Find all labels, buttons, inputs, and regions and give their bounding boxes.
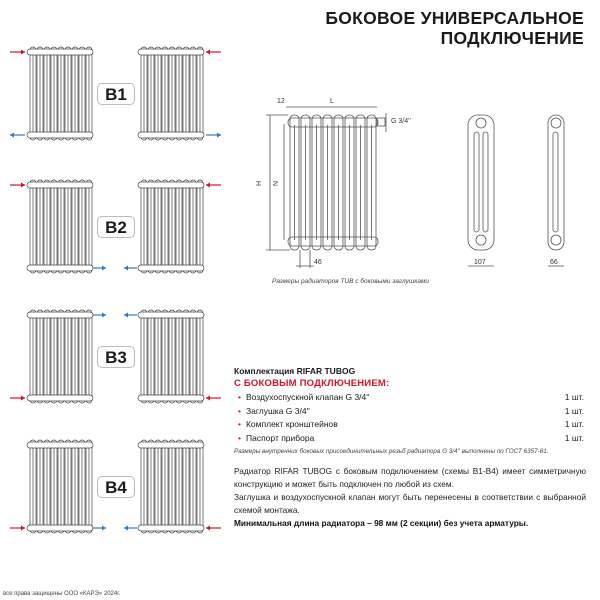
copyright: все права защищены ООО «КАРЭ» 2024г. [3, 591, 121, 597]
supply-arrow-icon [10, 396, 25, 401]
bullet-icon: • [238, 405, 241, 416]
bullet-icon: • [238, 419, 241, 429]
dim-46: 46 [314, 259, 322, 266]
page-title [325, 8, 584, 48]
return-arrow-icon [124, 526, 137, 531]
supply-arrow-icon [10, 50, 25, 55]
return-arrow-icon [10, 133, 25, 138]
kit-item-qty: 1 шт. [564, 405, 584, 416]
supply-arrow-icon [206, 50, 221, 55]
kit-item [234, 418, 584, 432]
kit-item [234, 432, 584, 446]
thread-label: G 3/4'' [391, 118, 411, 125]
radiator-right [138, 180, 204, 273]
return-arrow-icon [124, 266, 137, 271]
supply-arrow-icon [10, 526, 25, 531]
kit-item-qty: 1 шт. [564, 419, 584, 429]
radiator-right [138, 310, 204, 403]
scheme-label: B4 [97, 476, 135, 498]
supply-arrow-icon [10, 183, 25, 188]
radiator-right [138, 440, 204, 533]
scheme-label: B2 [97, 216, 135, 238]
scheme-label: B1 [97, 83, 135, 105]
dim-107: 107 [474, 259, 486, 266]
bullet-icon: • [238, 392, 241, 402]
kit-item [234, 391, 584, 405]
kit-item [234, 405, 584, 419]
kit-item-name: Воздухоспускной клапан G 3/4'' [245, 392, 370, 402]
kit-subheading: С БОКОВЫМ ПОДКЛЮЧЕНИЕМ: [234, 378, 390, 389]
description-p1: Радиатор RIFAR TUBOG с боковым подключением (схемы B1-B4) имеет симметричную конструкцию и может быть подключен по любой из схем. [234, 466, 586, 489]
kit-section [234, 366, 584, 455]
radiator-left [27, 440, 93, 533]
description [234, 465, 586, 530]
kit-note: Размеры внутренних боковых присоединительных резьб радиатора G 3/4'' выполнены по ГОСТ 6357-81. [234, 448, 549, 455]
bullet-icon: • [238, 432, 241, 443]
kit-item-name: Комплект кронштейнов [245, 419, 338, 429]
description-p2: Заглушка и воздухоспускной клапан могут быть перенесены в соответствии с выбранной схемой монтажа. [234, 492, 586, 515]
title-line-1: БОКОВОЕ УНИВЕРСАЛЬНОЕ [325, 8, 584, 28]
scheme-label: B3 [97, 346, 135, 368]
kit-item-qty: 1 шт. [564, 392, 584, 402]
kit-item-qty: 1 шт. [564, 432, 584, 443]
kit-heading: Комплектация RIFAR TUBOG [234, 366, 356, 376]
return-arrow-icon [93, 526, 106, 531]
radiator-left [27, 47, 93, 140]
supply-arrow-icon [206, 526, 221, 531]
dim-H: H [256, 180, 264, 187]
kit-item-name: Паспорт прибора [245, 432, 315, 443]
supply-arrow-icon [206, 183, 221, 188]
radiator-left [27, 310, 93, 403]
return-arrow-icon [93, 313, 106, 318]
return-arrow-icon [93, 266, 106, 271]
dimension-drawing [250, 90, 600, 280]
kit-list [234, 391, 584, 445]
return-arrow-icon [206, 133, 221, 138]
dim-L: L [330, 98, 334, 105]
dim-N: N [273, 180, 281, 187]
title-line-2: ПОДКЛЮЧЕНИЕ [440, 28, 584, 48]
return-arrow-icon [124, 313, 137, 318]
kit-item-name: Заглушка G 3/4'' [245, 405, 310, 416]
description-p3: Минимальная длина радиатора – 98 мм (2 секции) без учета арматуры. [234, 518, 529, 528]
dim-66: 66 [550, 259, 558, 266]
radiator-right [138, 47, 204, 140]
supply-arrow-icon [206, 396, 221, 401]
dim-12: 12 [277, 98, 285, 105]
radiator-left [27, 180, 93, 273]
drawing-caption: Размеры радиаторов TUB с боковыми заглушками [272, 278, 430, 285]
